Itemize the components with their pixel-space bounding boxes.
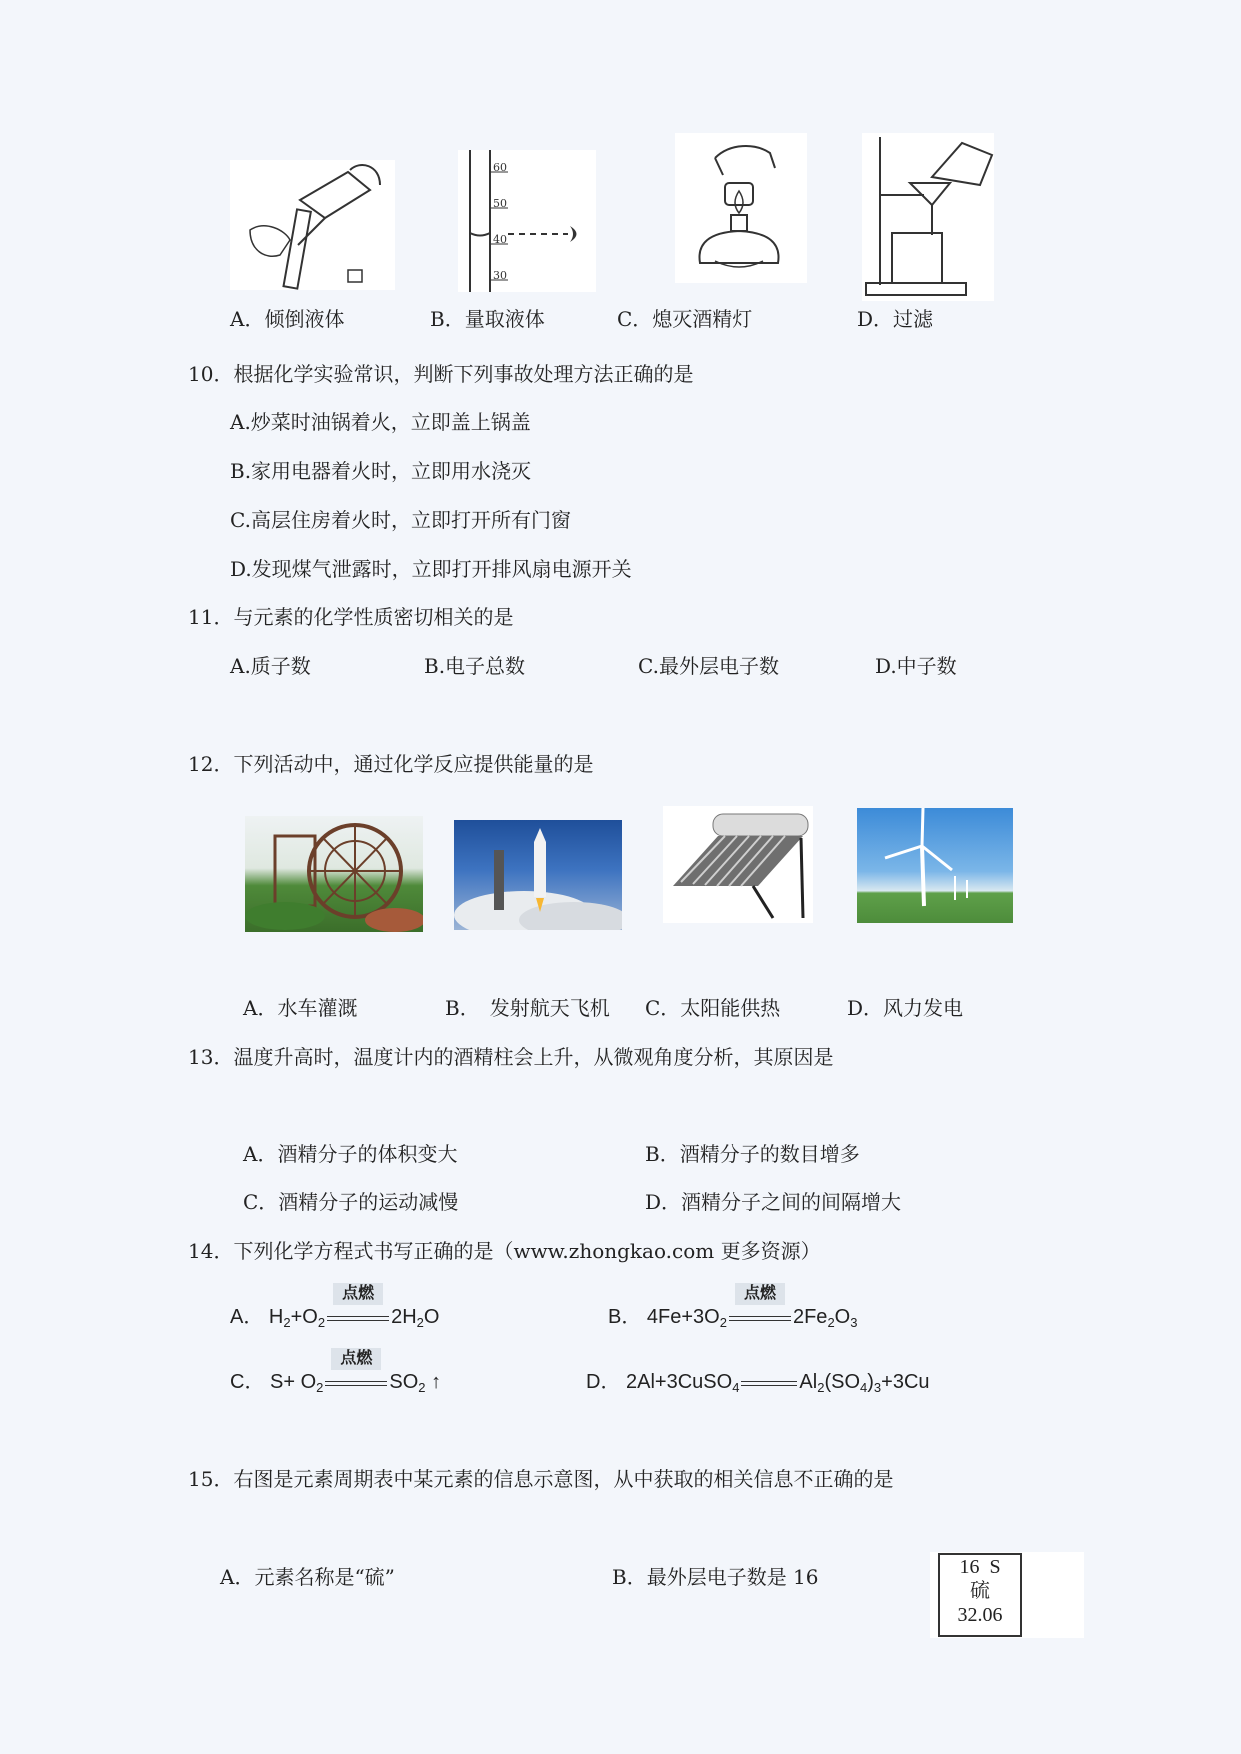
filtration-image [862,133,994,301]
wind-turbines-image [857,808,1013,923]
q13-option-d: D．酒精分子之间的间隔增大 [645,1190,902,1214]
cylinder-tick-60: 60 [493,161,507,174]
waterwheel-image [245,816,423,932]
element-name: 硫 [970,1580,990,1602]
pouring-liquid-image [230,160,395,290]
cylinder-tick-50: 50 [493,197,507,210]
q12-stem: 12．下列活动中，通过化学反应提供能量的是 [188,752,594,776]
measuring-cylinder-image [458,150,596,292]
q12-option-d: D．风力发电 [847,996,964,1020]
space-shuttle-launch-image [454,820,622,930]
atomic-mass: 32.06 [957,1604,1003,1626]
q14-stem: 14．下列化学方程式书写正确的是（www.zhongkao.com 更多资源） [188,1239,821,1263]
gas-arrow: ↑ [431,1371,442,1393]
q13-option-a: A．酒精分子的体积变大 [243,1142,458,1166]
q15-option-b: B．最外层电子数是 16 [612,1565,819,1589]
q9-option-c: C．熄灭酒精灯 [617,307,753,331]
q14-option-d: D． 2Al+3CuSO$_4$ $Al_2(SO_4)_3+3Cu$ [586,1371,930,1395]
q10-option-b: B.家用电器着火时，立即用水浇灭 [230,459,532,483]
q12-option-c: C．太阳能供热 [645,996,781,1020]
atomic-number: 16 [959,1556,980,1578]
q12-option-b: B． 发射航天飞机 [445,996,610,1020]
ignite-condition: 点燃 [325,1373,387,1393]
q15-stem: 15．右图是元素周期表中某元素的信息示意图，从中获取的相关信息不正确的是 [188,1467,894,1491]
element-symbol: S [989,1556,1001,1578]
q14-option-b: B． $4Fe+3O_2$ 点燃 $2Fe_2O_3$ [608,1284,858,1330]
q11-option-d: D.中子数 [875,654,957,678]
q14-option-c: C． $S+ O_2$ 点燃 $SO_2$ ↑ [230,1349,442,1395]
q15-option-a: A．元素名称是“硫” [220,1565,395,1589]
q10-option-c: C.高层住房着火时，立即打开所有门窗 [230,508,571,532]
q14-option-a: A． $H_2+O_2$ 点燃 $2H_2O$ [230,1284,440,1330]
q13-option-b: B．酒精分子的数目增多 [645,1142,860,1166]
q11-option-a: A.质子数 [230,654,311,678]
q13-option-c: C．酒精分子的运动减慢 [243,1190,459,1214]
q12-option-a: A．水车灌溉 [243,996,358,1020]
cylinder-tick-40: 40 [493,233,507,246]
q13-stem: 13．温度升高时，温度计内的酒精柱会上升，从微观角度分析，其原因是 [188,1045,834,1069]
periodic-table-element-card [938,1553,1022,1637]
q11-option-c: C.最外层电子数 [638,654,779,678]
solar-water-heater-image [663,806,813,923]
element-number-symbol [940,1555,1020,1579]
equals-sign [741,1373,797,1393]
q9-option-d: D．过滤 [857,307,934,331]
cylinder-tick-30: 30 [493,269,507,282]
q10-stem: 10．根据化学实验常识，判断下列事故处理方法正确的是 [188,362,694,386]
alcohol-lamp-image [675,133,807,283]
q11-stem: 11．与元素的化学性质密切相关的是 [188,605,514,629]
q11-option-b: B.电子总数 [424,654,526,678]
ignite-condition: 点燃 [327,1308,389,1328]
ignite-condition: 点燃 [729,1308,791,1328]
q10-option-d: D.发现煤气泄露时，立即打开排风扇电源开关 [230,557,632,581]
q9-option-b: B．量取液体 [430,307,545,331]
q10-option-a: A.炒菜时油锅着火，立即盖上锅盖 [230,410,531,434]
q9-option-a: A．倾倒液体 [230,307,345,331]
